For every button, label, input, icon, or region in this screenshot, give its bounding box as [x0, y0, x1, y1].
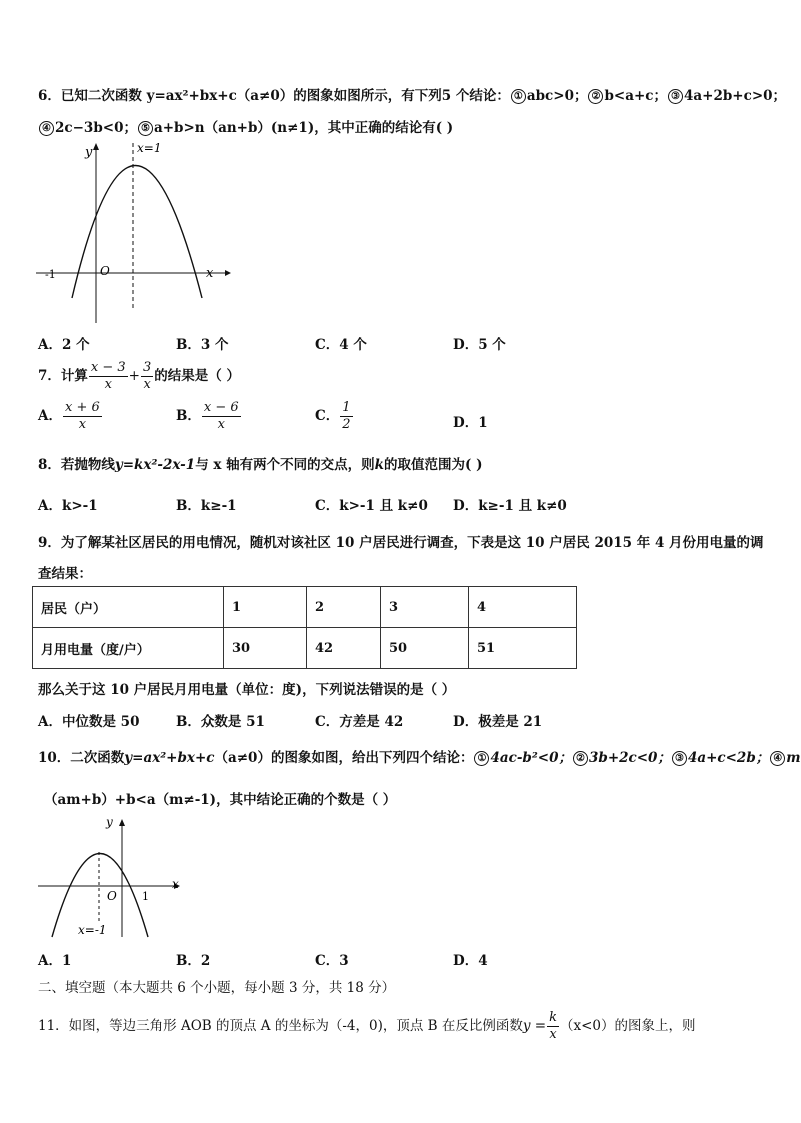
q9-line1: 9．为了解某社区居民的用电情况，随机对该社区 10 户居民进行调查，下表是这 10 户居民 2015 年 4 月份用电量的调	[38, 535, 764, 551]
option-label: B．	[176, 408, 201, 424]
q8-pre-text: 若抛物线	[60, 457, 115, 473]
origin-label: O	[100, 264, 110, 278]
q6-statement-4: 2c−3b<0；	[55, 120, 137, 136]
x-axis-arrow	[225, 270, 231, 276]
q8-option-d[interactable]: D．k≥-1 且 k≠0	[453, 498, 567, 514]
table-row	[33, 628, 577, 669]
circled-number: ③	[672, 751, 687, 766]
circled-number: ④	[39, 121, 54, 136]
q10-statement-2: 3b+2c<0；	[588, 750, 671, 766]
q6-option-a[interactable]: A．2 个	[38, 337, 90, 353]
q7-option-c[interactable]	[315, 400, 354, 433]
question-number: 7．	[38, 368, 61, 384]
q10-option-c[interactable]: C．3	[315, 953, 349, 969]
table-cell: 51	[469, 628, 577, 669]
section-title: 二、填空题（本大题共 6 个小题，每小题 3 分，共 18 分）	[38, 980, 396, 996]
table-cell: 30	[224, 628, 307, 669]
q9-option-a[interactable]: A．中位数是 50	[38, 714, 140, 730]
q7-option-c-fraction	[340, 400, 352, 433]
fraction-numerator: 1	[342, 400, 351, 415]
q7-option-a[interactable]	[38, 400, 103, 433]
question-number: 10．	[38, 750, 71, 766]
q8-option-c[interactable]: C．k>-1 且 k≠0	[315, 498, 428, 514]
table-cell: 3	[381, 587, 469, 628]
option-label: A．	[38, 408, 62, 424]
one-label: 1	[142, 890, 149, 903]
q7-post-text: 的结果是（ ）	[154, 368, 240, 384]
circled-number: ①	[511, 89, 526, 104]
fraction-numerator: x + 6	[64, 400, 100, 415]
q10-parabola-graph	[32, 812, 192, 942]
q6-statement-2: b<a+c；	[604, 88, 668, 104]
q10-statement-1: 4ac-b²<0；	[490, 750, 572, 766]
q8-formula: y=kx²-2x-1	[114, 457, 196, 473]
q11-text-b: （x<0）的图象上，则	[559, 1018, 696, 1034]
q7-pre-text: 计算	[60, 368, 88, 384]
q9-line2: 查结果：	[38, 566, 92, 582]
question-number: 6．	[38, 88, 61, 104]
q10-line1	[38, 746, 801, 766]
option-label: C．	[315, 408, 340, 424]
circled-number: ③	[668, 89, 683, 104]
q6-line2	[38, 116, 453, 136]
q10-option-d[interactable]: D．4	[453, 953, 488, 969]
table-cell: 1	[224, 587, 307, 628]
q7-fraction-2	[141, 360, 153, 393]
q6-statement-3: 4a+2b+c>0；	[684, 88, 787, 104]
q6-line1	[38, 84, 786, 104]
axis-equation-label: x=-1	[78, 923, 107, 937]
fraction-numerator: k	[549, 1010, 557, 1025]
circled-number: ②	[588, 89, 603, 104]
q9-option-d[interactable]: D．极差是 21	[453, 714, 543, 730]
q8-line	[38, 453, 482, 473]
q10-option-b[interactable]: B．2	[176, 953, 211, 969]
q6-text: 已知二次函数 y=ax²+bx+c（a≠0）的图象如图所示，有下列5 个结论：	[60, 88, 510, 104]
q9-option-b[interactable]: B．众数是 51	[176, 714, 265, 730]
fraction-denominator: x	[217, 417, 225, 432]
table-row	[33, 587, 577, 628]
table-cell: 2	[307, 587, 381, 628]
q9-question: 那么关于这 10 户居民月用电量（单位：度)，下列说法错误的是（ ）	[38, 682, 456, 698]
fraction-numerator: x − 3	[90, 360, 126, 375]
q7-option-b-fraction	[202, 400, 241, 433]
circled-number: ④	[770, 751, 785, 766]
q8-mid-text: 与 x 轴有两个不同的交点，则	[195, 457, 375, 473]
q6-option-d[interactable]: D．5 个	[453, 337, 506, 353]
table-cell: 月用电量（度/户）	[33, 628, 224, 669]
axis-equation-label: x=1	[137, 141, 162, 155]
q8-k: k	[374, 457, 384, 473]
fraction-denominator: 2	[342, 417, 351, 432]
fraction-numerator: 3	[142, 360, 152, 375]
q6-statement-5: a+b>n（an+b）(n≠1)，其中正确的结论有( )	[153, 120, 454, 136]
q7-line	[38, 360, 240, 393]
origin-label: O	[107, 889, 117, 903]
y-label: y	[85, 145, 93, 160]
q10-text-a: 二次函数	[70, 750, 125, 766]
x-label: x	[206, 266, 214, 281]
circled-number: ①	[474, 751, 489, 766]
table-cell: 4	[469, 587, 577, 628]
table-cell: 居民（户）	[33, 587, 224, 628]
q6-option-b[interactable]: B．3 个	[176, 337, 229, 353]
fraction-denominator: x	[104, 377, 112, 392]
table-cell: 42	[307, 628, 381, 669]
q6-parabola-graph	[30, 138, 230, 328]
q6-option-c[interactable]: C．4 个	[315, 337, 367, 353]
parabola-curve	[72, 166, 202, 299]
q8-post-text: 的取值范围为( )	[384, 457, 483, 473]
fraction-denominator: x	[143, 377, 151, 392]
q11-text-a: 11．如图，等边三角形 AOB 的顶点 A 的坐标为（-4，0)，顶点 B 在反比例函数	[38, 1018, 523, 1034]
q8-option-b[interactable]: B．k≥-1	[176, 498, 237, 514]
x-label: x	[172, 877, 179, 891]
q7-option-b[interactable]	[176, 400, 242, 433]
q11-y-eq: y =	[522, 1018, 547, 1034]
q7-option-d[interactable]: D．1	[453, 415, 488, 431]
q11-line	[38, 1010, 695, 1043]
q9-option-c[interactable]: C．方差是 42	[315, 714, 404, 730]
q7-option-a-fraction	[63, 400, 102, 433]
q9-data-table	[32, 586, 577, 669]
q11-fraction	[547, 1010, 559, 1043]
plus-sign: +	[128, 368, 140, 384]
neg-one-label: -1	[45, 268, 56, 281]
q10-option-a[interactable]: A．1	[38, 953, 72, 969]
q10-statement-4: m	[786, 750, 801, 766]
q8-option-a[interactable]: A．k>-1	[38, 498, 98, 514]
question-number: 8．	[38, 457, 61, 473]
q10-statement-3: 4a+c<2b；	[687, 750, 770, 766]
fraction-denominator: x	[78, 417, 87, 432]
y-axis-arrow	[119, 819, 125, 826]
q10-text-b: （a≠0）的图象如图，给出下列四个结论：	[214, 750, 474, 766]
table-cell: 50	[381, 628, 469, 669]
q6-statement-1: abc>0；	[526, 88, 588, 104]
q10-line2: （am+b）+b<a（m≠-1)，其中结论正确的个数是（ ）	[44, 792, 397, 808]
q7-fraction-1	[89, 360, 128, 393]
circled-number: ⑤	[138, 121, 153, 136]
fraction-numerator: x − 6	[203, 400, 239, 415]
fraction-denominator: x	[549, 1027, 557, 1042]
q10-formula: y=ax²+bx+c	[124, 750, 215, 766]
y-axis-arrow	[93, 143, 99, 150]
y-label: y	[106, 815, 113, 829]
circled-number: ②	[573, 751, 588, 766]
